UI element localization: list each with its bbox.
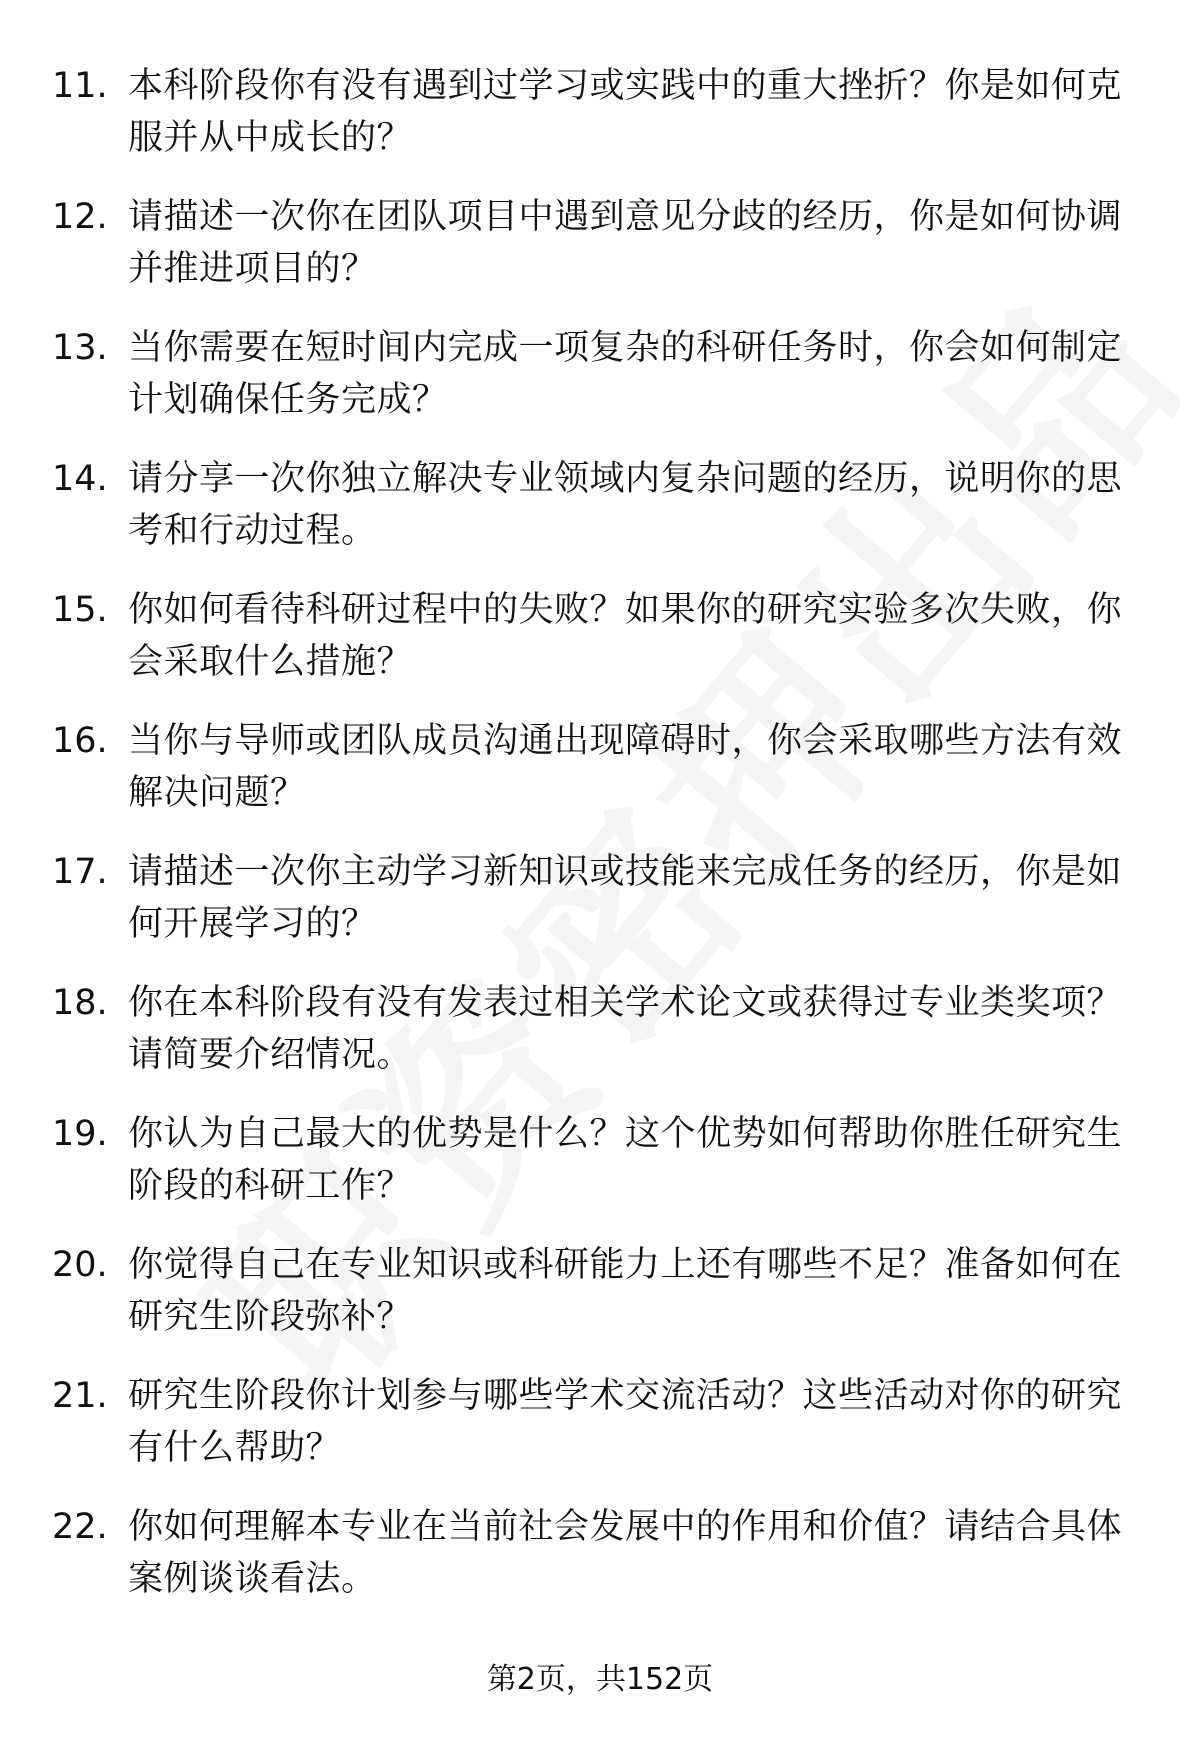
question-number: 21. [52, 1376, 108, 1416]
question-number: 14. [52, 459, 108, 499]
question-text: 研究生阶段你计划参与哪些学术交流活动？这些活动对你的研究有什么帮助？ [128, 1376, 1123, 1468]
question-text: 请描述一次你在团队项目中遇到意见分歧的经历，你是如何协调并推进项目的？ [128, 197, 1123, 289]
question-item [52, 977, 1142, 1108]
question-number: 17. [52, 852, 108, 892]
question-text: 你如何看待科研过程中的失败？如果你的研究实验多次失败，你会采取什么措施？ [128, 590, 1123, 682]
question-item [52, 1501, 1142, 1632]
question-item [52, 584, 1142, 715]
question-item [52, 1239, 1142, 1370]
question-text: 你认为自己最大的优势是什么？这个优势如何帮助你胜任研究生阶段的科研工作？ [128, 1114, 1123, 1206]
question-number: 19. [52, 1114, 108, 1154]
question-number: 20. [52, 1245, 108, 1285]
question-item [52, 715, 1142, 846]
question-text: 请分享一次你独立解决专业领域内复杂问题的经历，说明你的思考和行动过程。 [128, 459, 1123, 551]
question-number: 12. [52, 197, 108, 237]
page-number-footer: 第2页，共152页 [486, 1662, 714, 1697]
question-item [52, 846, 1142, 977]
question-list [52, 60, 1142, 1632]
question-text: 本科阶段你有没有遇到过学习或实践中的重大挫折？你是如何克服并从中成长的？ [128, 66, 1123, 158]
question-number: 22. [52, 1507, 108, 1547]
question-number: 11. [52, 66, 108, 106]
question-text: 你在本科阶段有没有发表过相关学术论文或获得过专业类奖项？请简要介绍情况。 [128, 983, 1123, 1075]
question-number: 13. [52, 328, 108, 368]
question-text: 你如何理解本专业在当前社会发展中的作用和价值？请结合具体案例谈谈看法。 [128, 1507, 1123, 1599]
question-item [52, 322, 1142, 453]
question-item [52, 453, 1142, 584]
question-text: 你觉得自己在专业知识或科研能力上还有哪些不足？准备如何在研究生阶段弥补？ [128, 1245, 1123, 1337]
question-item [52, 1370, 1142, 1501]
question-text: 请描述一次你主动学习新知识或技能来完成任务的经历，你是如何开展学习的？ [128, 852, 1123, 944]
question-text: 当你需要在短时间内完成一项复杂的科研任务时，你会如何制定计划确保任务完成？ [128, 328, 1123, 420]
question-number: 18. [52, 983, 108, 1023]
question-item [52, 1108, 1142, 1239]
question-number: 16. [52, 721, 108, 761]
question-item [52, 60, 1142, 191]
question-item [52, 191, 1142, 322]
question-text: 当你与导师或团队成员沟通出现障碍时，你会采取哪些方法有效解决问题？ [128, 721, 1123, 813]
question-number: 15. [52, 590, 108, 630]
